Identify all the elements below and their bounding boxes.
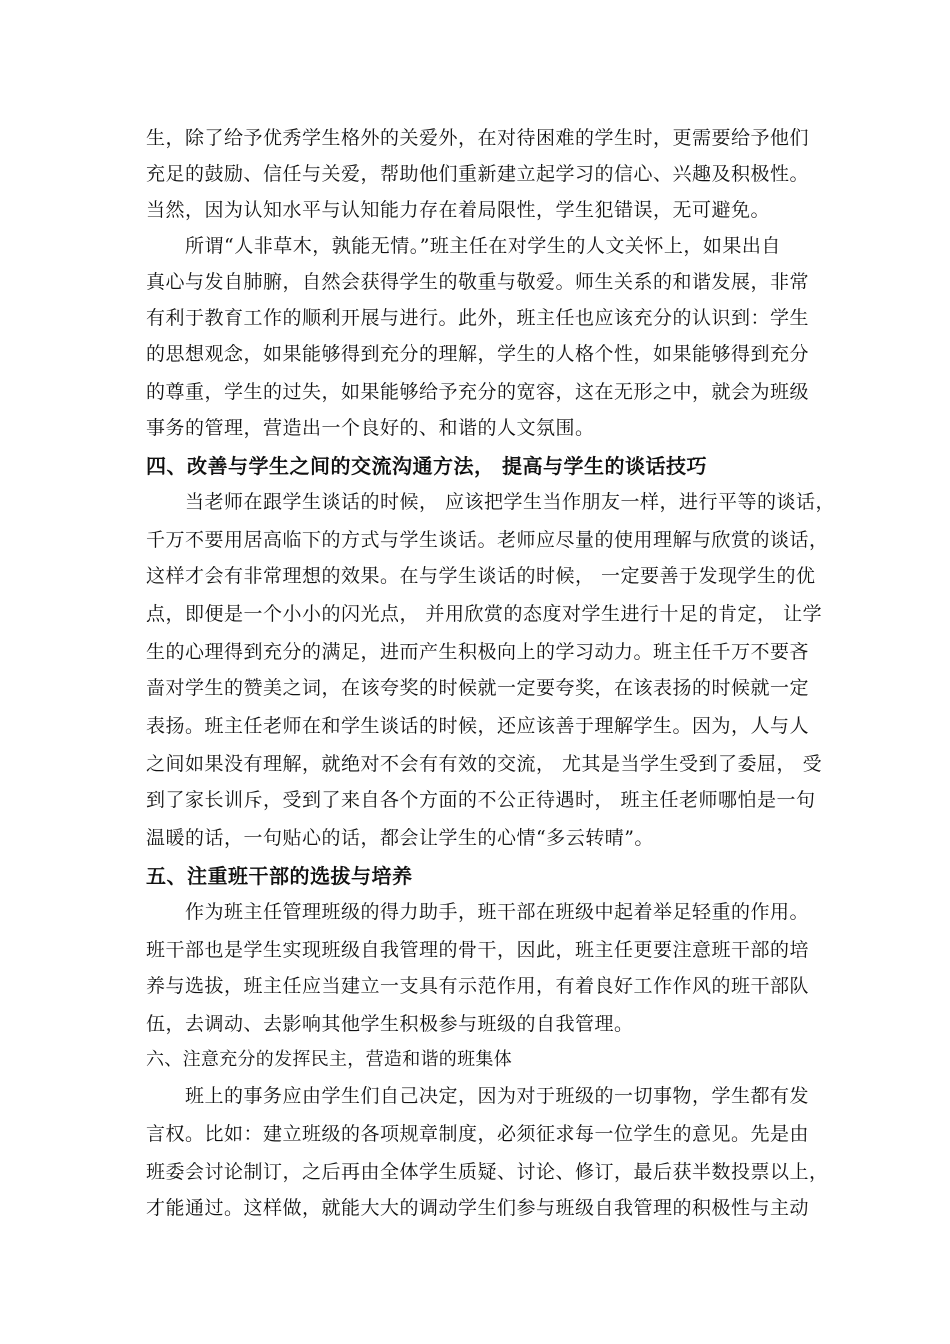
paragraph-line: 充足的鼓励、信任与关爱，帮助他们重新建立起学习的信心、兴趣及积极性。	[146, 163, 810, 185]
paragraph-line: 班干部也是学生实现班级自我管理的骨干，因此，班主任更要注意班干部的培	[146, 939, 810, 961]
paragraph-line: 啬对学生的赞美之词，在该夸奖的时候就一定要夸奖，在该表扬的时候就一定	[146, 677, 810, 699]
paragraph-line: 当老师在跟学生谈话的时候， 应该把学生当作朋友一样，进行平等的谈话，	[146, 491, 836, 513]
paragraph-line: 班上的事务应由学生们自己决定，因为对于班级的一切事物，学生都有发	[146, 1085, 810, 1107]
paragraph-line: 真心与发自肺腑，自然会获得学生的敬重与敬爱。师生关系的和谐发展，非常	[146, 271, 810, 293]
section-heading-4: 四、改善与学生之间的交流沟通方法， 提高与学生的谈话技巧	[146, 454, 707, 478]
paragraph-line: 这样才会有非常理想的效果。在与学生谈话的时候， 一定要善于发现学生的优	[146, 565, 816, 587]
paragraph-line: 生，除了给予优秀学生格外的关爱外，在对待困难的学生时，更需要给予他们	[146, 127, 810, 149]
paragraph-line: 的思想观念，如果能够得到充分的理解，学生的人格个性，如果能够得到充分	[146, 343, 810, 365]
paragraph-line: 生的心理得到充分的满足，进而产生积极向上的学习动力。班主任千万不要吝	[146, 641, 810, 663]
paragraph-line: 到了家长训斥，受到了来自各个方面的不公正待遇时， 班主任老师哪怕是一句	[146, 789, 816, 811]
paragraph-line: 之间如果没有理解，就绝对不会有有效的交流， 尤其是当学生受到了委屈， 受	[146, 753, 823, 775]
paragraph-line: 有利于教育工作的顺利开展与进行。此外，班主任也应该充分的认识到：学生	[146, 307, 810, 329]
paragraph-line: 伍，去调动、去影响其他学生积极参与班级的自我管理。	[146, 1013, 634, 1035]
paragraph-line: 事务的管理，营造出一个良好的、和谐的人文氛围。	[146, 417, 595, 439]
paragraph-line: 养与选拔，班主任应当建立一支具有示范作用，有着良好工作作风的班干部队	[146, 975, 810, 997]
paragraph-line: 千万不要用居高临下的方式与学生谈话。老师应尽量的使用理解与欣赏的谈话，	[146, 529, 829, 551]
paragraph-line: 言权。比如：建立班级的各项规章制度，必须征求每一位学生的意见。先是由	[146, 1123, 810, 1145]
paragraph-line: 当然，因为认知水平与认知能力存在着局限性，学生犯错误，无可避免。	[146, 199, 771, 221]
section-heading-5: 五、注重班干部的选拔与培养	[146, 864, 413, 888]
paragraph-line: 班委会讨论制订，之后再由全体学生质疑、讨论、修订，最后获半数投票以上，	[146, 1161, 829, 1183]
paragraph-line: 温暖的话，一句贴心的话，都会让学生的心情“多云转晴”。	[146, 827, 654, 849]
paragraph-line: 的尊重，学生的过失，如果能够给予充分的宽容，这在无形之中，就会为班级	[146, 381, 810, 403]
paragraph-line: 表扬。班主任老师在和学生谈话的时候，还应该善于理解学生。因为，人与人	[146, 715, 810, 737]
paragraph-line: 点，即便是一个小小的闪光点， 并用欣赏的态度对学生进行十足的肯定， 让学	[146, 603, 823, 625]
paragraph-line: 所谓“人非草木，孰能无情。”班主任在对学生的人文关怀上，如果出自	[146, 235, 781, 257]
section-heading-6: 六、注意充分的发挥民主，营造和谐的班集体	[146, 1049, 512, 1070]
paragraph-line: 才能通过。这样做，就能大大的调动学生们参与班级自我管理的积极性与主动	[146, 1197, 810, 1219]
paragraph-line: 作为班主任管理班级的得力助手，班干部在班级中起着举足轻重的作用。	[146, 901, 810, 923]
